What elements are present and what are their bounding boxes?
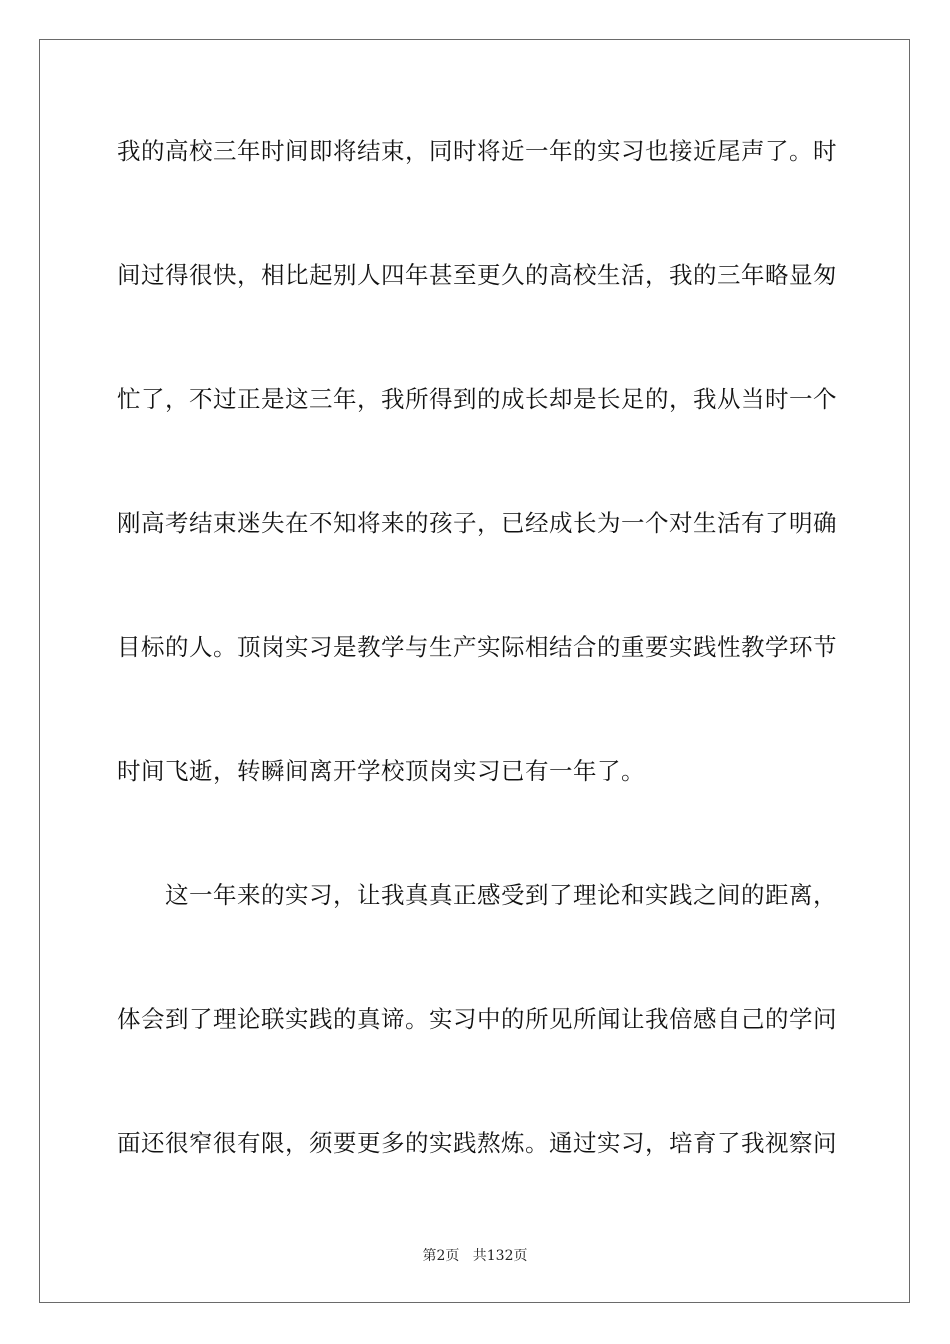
body-text-line: 体会到了理论联实践的真谛。实习中的所见所闻让我倍感自己的学问 bbox=[117, 1005, 837, 1033]
body-text-line: 忙了，不过正是这三年，我所得到的成长却是长足的，我从当时一个 bbox=[117, 385, 837, 413]
body-text-line: 面还很窄很有限，须要更多的实践熬炼。通过实习，培育了我视察问 bbox=[117, 1129, 837, 1157]
body-text-line: 我的高校三年时间即将结束，同时将近一年的实习也接近尾声了。时 bbox=[117, 137, 837, 165]
page-total: 共132页 bbox=[472, 1248, 528, 1264]
page-footer bbox=[0, 1246, 950, 1266]
paragraph-first-line: 这一年来的实习，让我真真正感受到了理论和实践之间的距离， bbox=[165, 881, 837, 909]
body-text-line: 间过得很快，相比起别人四年甚至更久的高校生活，我的三年略显匆 bbox=[117, 261, 837, 289]
page-number: 第2页 bbox=[422, 1248, 460, 1264]
body-text-line: 目标的人。顶岗实习是教学与生产实际相结合的重要实践性教学环节 bbox=[117, 633, 837, 661]
page-border bbox=[39, 39, 910, 1303]
body-text-line: 刚高考结束迷失在不知将来的孩子，已经成长为一个对生活有了明确 bbox=[117, 509, 837, 537]
body-text-line: 时间飞逝，转瞬间离开学校顶岗实习已有一年了。 bbox=[117, 757, 645, 785]
